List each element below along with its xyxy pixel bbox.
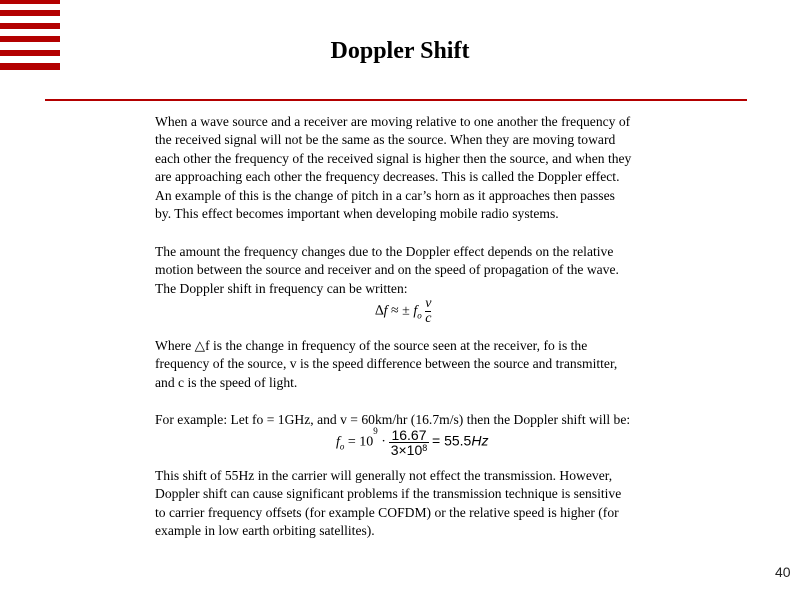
eq-f: f bbox=[413, 303, 418, 319]
eq-denominator: c bbox=[425, 311, 432, 326]
text-line: motion between the source and receiver and on the speed of propagation of the wave. bbox=[155, 262, 619, 278]
eq-lhs: ∆f bbox=[375, 303, 388, 319]
text-line: and c is the speed of light. bbox=[155, 374, 298, 390]
text-line: The amount the frequency changes due to the Doppler effect depends on the relative bbox=[155, 244, 614, 259]
logo-stripe bbox=[0, 23, 60, 29]
logo-stripe bbox=[0, 10, 60, 16]
paragraph-amount bbox=[155, 243, 725, 298]
title-divider bbox=[45, 99, 747, 101]
paragraph-where bbox=[155, 337, 725, 392]
eq2-exponent: 9 bbox=[373, 426, 378, 436]
eq2-numerator: 16.67 bbox=[391, 427, 427, 443]
text-line: For example: Let fo = 1GHz, and v = 60km/hr (16.7m/s) then the Doppler shift will be: bbox=[155, 412, 631, 427]
text-line: each other the frequency of the received signal is higher then the source, and when they bbox=[155, 150, 632, 166]
eq2-unit: Hz bbox=[471, 432, 489, 449]
text-line: the received signal will not be the same as the source. When they are moving toward bbox=[155, 132, 616, 148]
eq2-result: = 55.5 bbox=[432, 432, 472, 449]
text-line: The Doppler shift in frequency can be written: bbox=[155, 280, 408, 296]
eq-approx: ≈ ± bbox=[390, 303, 410, 319]
eq-sub: o bbox=[417, 310, 422, 321]
text-line: example in low earth orbiting satellites). bbox=[155, 523, 375, 539]
text-line: Doppler shift can cause significant problems if the transmission technique is sensitive bbox=[155, 486, 622, 502]
doppler-equation bbox=[375, 297, 431, 326]
text-line: to carrier frequency offsets (for example COFDM) or the relative speed is higher (for bbox=[155, 504, 619, 520]
eq-fraction bbox=[425, 297, 431, 326]
text-line: When a wave source and a receiver are moving relative to one another the frequency of bbox=[155, 114, 631, 129]
paragraph-intro bbox=[155, 113, 725, 223]
text-line: are approaching each other the frequency decreases. This is called the Doppler effect. bbox=[155, 169, 620, 185]
eq-numerator: v bbox=[425, 296, 432, 311]
paragraph-conclusion bbox=[155, 467, 725, 541]
slide-title: Doppler Shift bbox=[330, 38, 470, 64]
eq2-equals-base: = 10 bbox=[347, 434, 374, 450]
paragraph-example bbox=[155, 411, 725, 429]
eq2-fraction bbox=[389, 428, 428, 457]
text-line: frequency of the source, v is the speed difference between the source and transmitter, bbox=[155, 356, 618, 372]
eq2-sub: o bbox=[339, 441, 345, 452]
eq2-f: f bbox=[336, 434, 340, 450]
example-equation bbox=[336, 428, 488, 457]
text-line: This shift of 55Hz in the carrier will generally not effect the transmission. However, bbox=[155, 468, 613, 483]
text-line: by. This effect becomes important when developing mobile radio systems. bbox=[155, 205, 559, 221]
eq2-denominator: $3\times 10^8$ bbox=[390, 442, 428, 458]
logo-stripe bbox=[0, 0, 60, 4]
page-number: 40 bbox=[775, 564, 791, 580]
eq2-dot: · bbox=[381, 434, 386, 450]
text-line: An example of this is the change of pitch in a car’s horn as it approaches then passes bbox=[155, 187, 615, 203]
text-line: Where △f is the change in frequency of the source seen at the receiver, fo is the bbox=[155, 338, 588, 353]
